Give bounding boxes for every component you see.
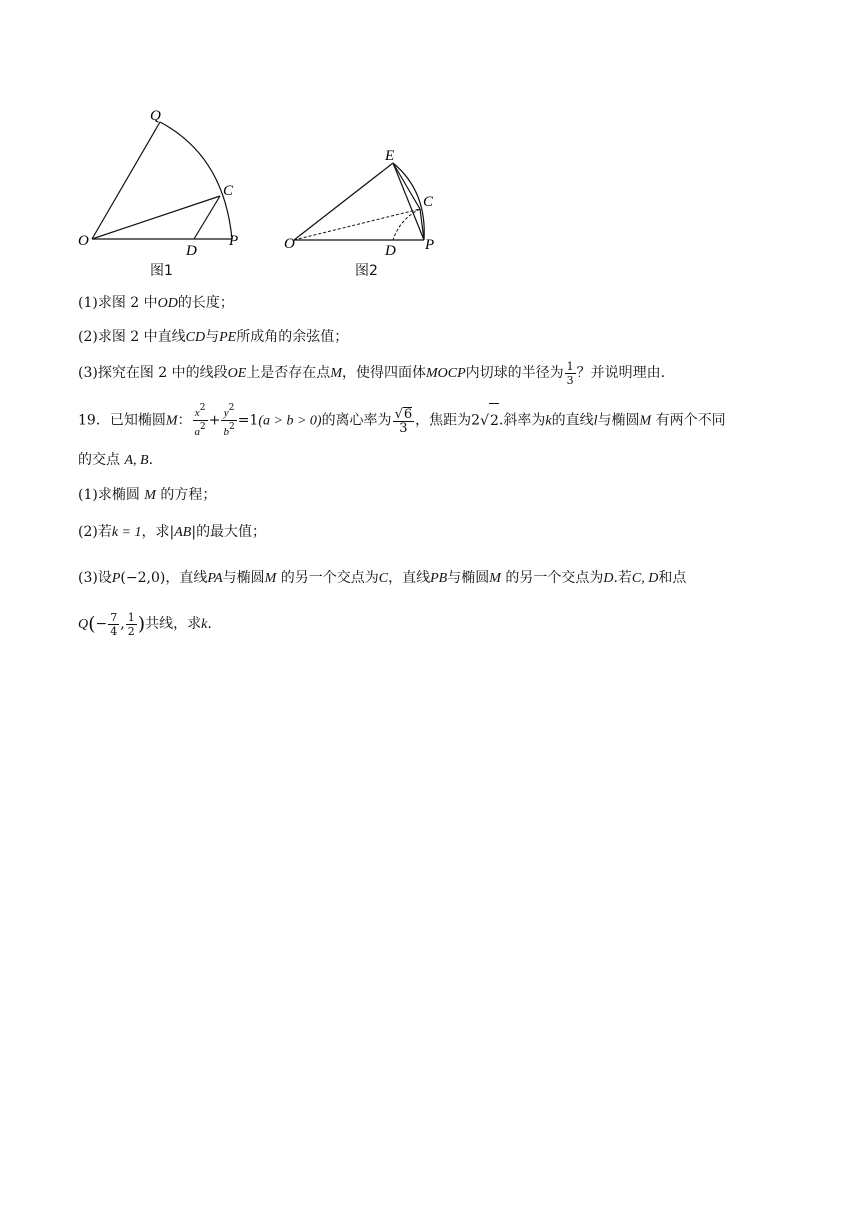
- y-fraction: $\frac{y^2}{b^2}$: [223, 403, 235, 438]
- q18-p2-pre: (2)求图 2 中直线: [78, 329, 186, 345]
- fig1-label-d: D: [186, 243, 197, 259]
- q18-p3-v1: OE: [227, 366, 247, 381]
- figure-2-diagram: [284, 145, 454, 260]
- x-fraction: $\frac{x^2}{a^2}$: [194, 403, 206, 438]
- fig1-label-o: O: [78, 233, 89, 249]
- q18-p2-v2: PE: [219, 330, 237, 345]
- q18-p2-post: 所成角的余弦值；: [236, 329, 349, 345]
- q18-p1-pre: (1)求图 2 中: [78, 295, 158, 311]
- fig2-label-o: O: [284, 236, 295, 252]
- fig2-label-d: D: [385, 243, 396, 259]
- q19-condition: (a > b > 0): [258, 413, 322, 429]
- q18-p1-post: 的长度；: [177, 295, 234, 311]
- q18-part3: [78, 358, 665, 389]
- fig2-label-p: P: [425, 237, 435, 253]
- q19-part2: (2)若k = 1，求|AB|的最大值；: [78, 524, 267, 540]
- fig1-label-c: C: [223, 183, 234, 199]
- q18-part1: [78, 293, 234, 314]
- q18-p3-mid3: 内切球的半径为: [465, 365, 564, 381]
- q19-number: 19．已知椭圆: [78, 412, 166, 429]
- q18-p3-v2: M: [330, 366, 342, 381]
- q19-stem-line2: 的交点 A, B.: [78, 452, 154, 468]
- figure-2-caption: 图2: [355, 263, 378, 279]
- q19-part3-line2: Q(− $\frac{7}{4}$ , $\frac{1}{2}$ )共线，求k.: [78, 610, 212, 638]
- figure-1: [78, 100, 268, 279]
- eccentricity-fraction: $\frac{√6}{3}$: [394, 406, 413, 436]
- fig2-label-e: E: [385, 148, 395, 164]
- q18-p3-mid1: 上是否存在点: [246, 365, 331, 381]
- q19-part1: (1)求椭圆 M 的方程；: [78, 487, 217, 503]
- q18-p2-v1: CD: [185, 330, 206, 345]
- q18-p3-pre: (3)探究在图 2 中的线段: [78, 365, 228, 381]
- fig1-label-p: P: [229, 233, 239, 249]
- q18-p3-post: ？并说明理由.: [576, 365, 666, 381]
- q18-p1-var: OD: [157, 296, 178, 311]
- figure-2: [284, 145, 454, 279]
- q18-p2-mid: 与: [205, 329, 220, 345]
- q19-part3-line1: (3)设P(−2,0)，直线PA与椭圆M 的另一个交点为C，直线PB与椭圆M 的另一个交点为D.若C, D和点: [78, 570, 687, 586]
- figure-1-caption: 图1: [150, 263, 173, 279]
- radius-fraction: $\frac{1}{3}$: [566, 359, 574, 387]
- figure-1-diagram: [78, 100, 268, 260]
- q18-p3-v3: MOCP: [425, 366, 466, 381]
- q19-ellipse-name: M: [165, 413, 178, 429]
- q18-part2: [78, 327, 348, 348]
- fig2-label-c: C: [423, 194, 434, 210]
- q19-stem-line1: 19．已知椭圆M： $\frac{x^2}{a^2}$ + $\frac{y^2}{b^2}$ =1(a > b > 0)的离心率为 $\frac{√6}{3}$ ，焦距为2√2.斜率为k的直线l与椭圆M 有两个不同: [78, 403, 726, 438]
- q18-p3-mid2: ，使得四面体: [341, 365, 426, 381]
- fig1-label-q: Q: [150, 108, 161, 124]
